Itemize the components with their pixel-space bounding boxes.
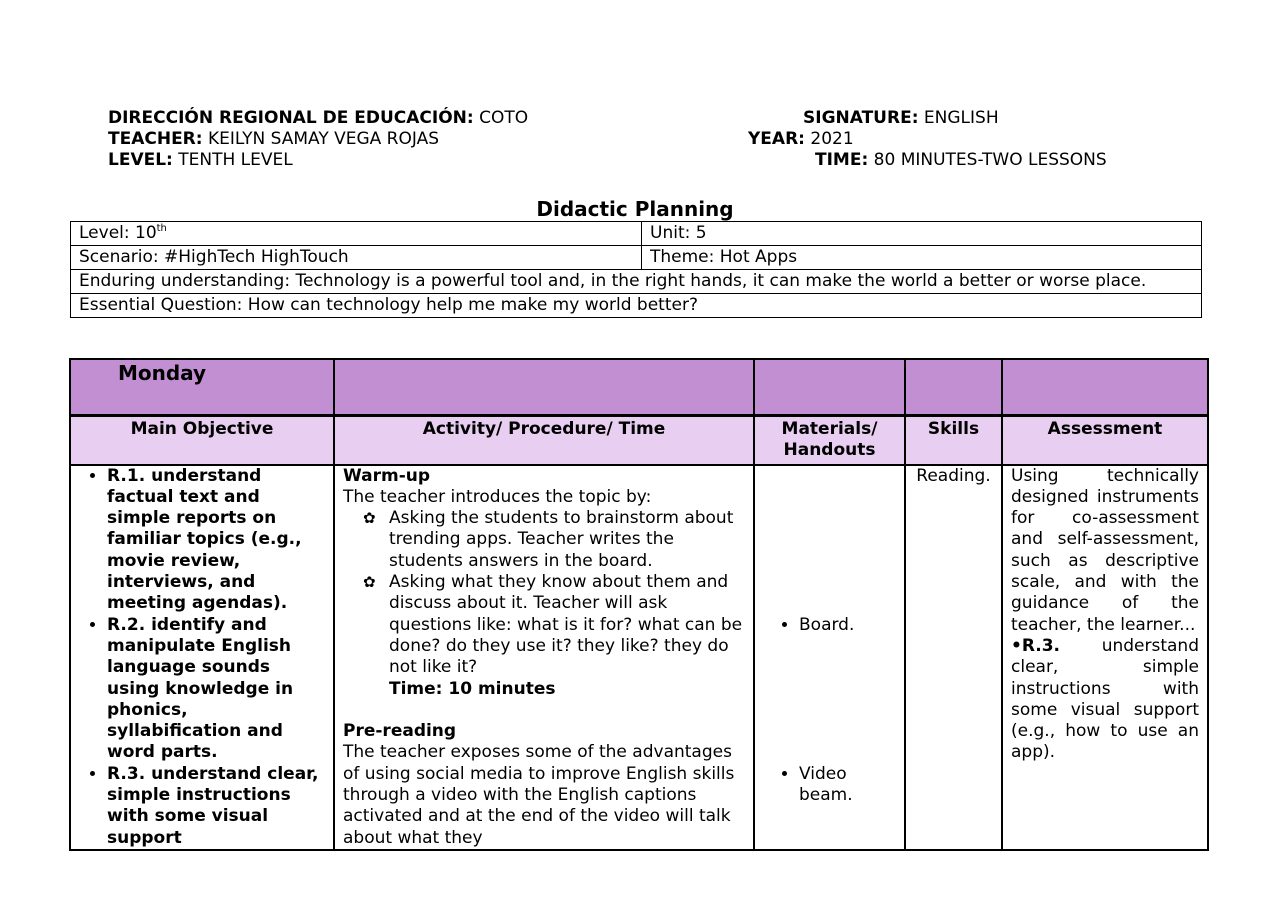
- warmup-item: ✿ Asking what they know about them and discuss about it. Teacher will ask questions like: what is it for? what can be done? do they use it? they like? they do not like it?: [389, 572, 745, 678]
- assessment-text: Using technically designed instruments for co-assessment and self-assessment, such as descriptive scale, and with the guidance of the teacher, the learner...: [1011, 465, 1199, 635]
- level-value: TENTH LEVEL: [178, 150, 293, 170]
- time-value: 80 MINUTES-TWO LESSONS: [873, 150, 1107, 170]
- teacher-label: TEACHER:: [108, 129, 203, 149]
- objectives-cell: [70, 465, 334, 850]
- day-cell: [70, 359, 334, 416]
- year-value: 2021: [810, 129, 854, 149]
- info-level-sup: th: [156, 223, 167, 234]
- header-skills: Skills: [905, 416, 1002, 465]
- warmup-time: Time: 10 minutes: [389, 678, 556, 699]
- warmup-item: ✿ Asking the students to brainstorm about trending apps. Teacher writes the students answers in the board.: [389, 508, 745, 572]
- materials-list: [763, 764, 896, 807]
- direccion-label: DIRECCIÓN REGIONAL DE EDUCACIÓN:: [108, 108, 474, 128]
- objective-item: • R.3. understand clear, simple instructions with some visual support: [107, 764, 327, 849]
- activity-cell: [334, 465, 754, 850]
- info-level: Level: 10: [79, 223, 157, 243]
- level-label: LEVEL:: [108, 150, 173, 170]
- header-level: [108, 150, 293, 171]
- document-title: Didactic Planning: [536, 197, 734, 221]
- objectives-list: [79, 466, 327, 849]
- header-materials: Materials/ Handouts: [754, 416, 905, 465]
- header-year: [748, 129, 854, 150]
- info-enduring: Enduring understanding: Technology is a powerful tool and, in the right hands, it can make the world a better or worse place.: [71, 270, 1202, 294]
- day-label: Monday: [117, 361, 207, 385]
- materials-cell: [754, 465, 905, 850]
- signature-value: ENGLISH: [923, 108, 999, 128]
- assessment-code: •R.3.: [1011, 635, 1061, 656]
- assessment-rest: understand clear, simple instructions with some visual support (e.g., how to use an app).: [1011, 635, 1199, 763]
- header-direccion: [108, 108, 528, 129]
- header-activity: Activity/ Procedure/ Time: [334, 416, 754, 465]
- info-scenario: Scenario: #HighTech HighTouch: [71, 246, 642, 270]
- info-unit: Unit: 5: [642, 222, 1202, 246]
- teacher-value: KEILYN SAMAY VEGA ROJAS: [207, 129, 440, 149]
- year-label: YEAR:: [748, 129, 805, 149]
- warmup-title: Warm-up: [343, 465, 431, 486]
- objective-item: • R.2. identify and manipulate English language sounds using knowledge in phonics, syllabification and word parts.: [107, 615, 327, 764]
- info-essential: Essential Question: How can technology help me make my world better?: [71, 294, 1202, 318]
- warmup-list: [343, 508, 745, 678]
- objective-item: • R.1. understand factual text and simple reports on familiar topics (e.g., movie review, interviews, and meeting agendas).: [107, 466, 327, 615]
- materials-list: [763, 615, 896, 636]
- header-signature: [803, 108, 999, 129]
- assessment-cell: [1002, 465, 1208, 850]
- prereading-title: Pre-reading: [343, 721, 457, 742]
- info-level-cell: [71, 222, 642, 246]
- direccion-value: COTO: [479, 108, 529, 128]
- header-time: [815, 150, 1107, 171]
- header-main-objective: Main Objective: [70, 416, 334, 465]
- info-table: [70, 221, 1202, 318]
- assessment-r3: [1011, 636, 1199, 764]
- prereading-text: The teacher exposes some of the advantages of using social media to improve English skills through a video with the English captions activated and at the end of the video will talk about what they: [343, 742, 735, 848]
- plan-table: [69, 358, 1209, 851]
- time-label: TIME:: [815, 150, 869, 170]
- material-item: • Board.: [799, 615, 896, 636]
- info-theme: Theme: Hot Apps: [642, 246, 1202, 270]
- header-assessment: Assessment: [1002, 416, 1208, 465]
- signature-label: SIGNATURE:: [803, 108, 919, 128]
- header-teacher: [108, 129, 439, 150]
- skills-cell: Reading.: [905, 465, 1002, 850]
- material-item: • Video beam.: [799, 764, 896, 807]
- warmup-intro: The teacher introduces the topic by:: [343, 486, 652, 507]
